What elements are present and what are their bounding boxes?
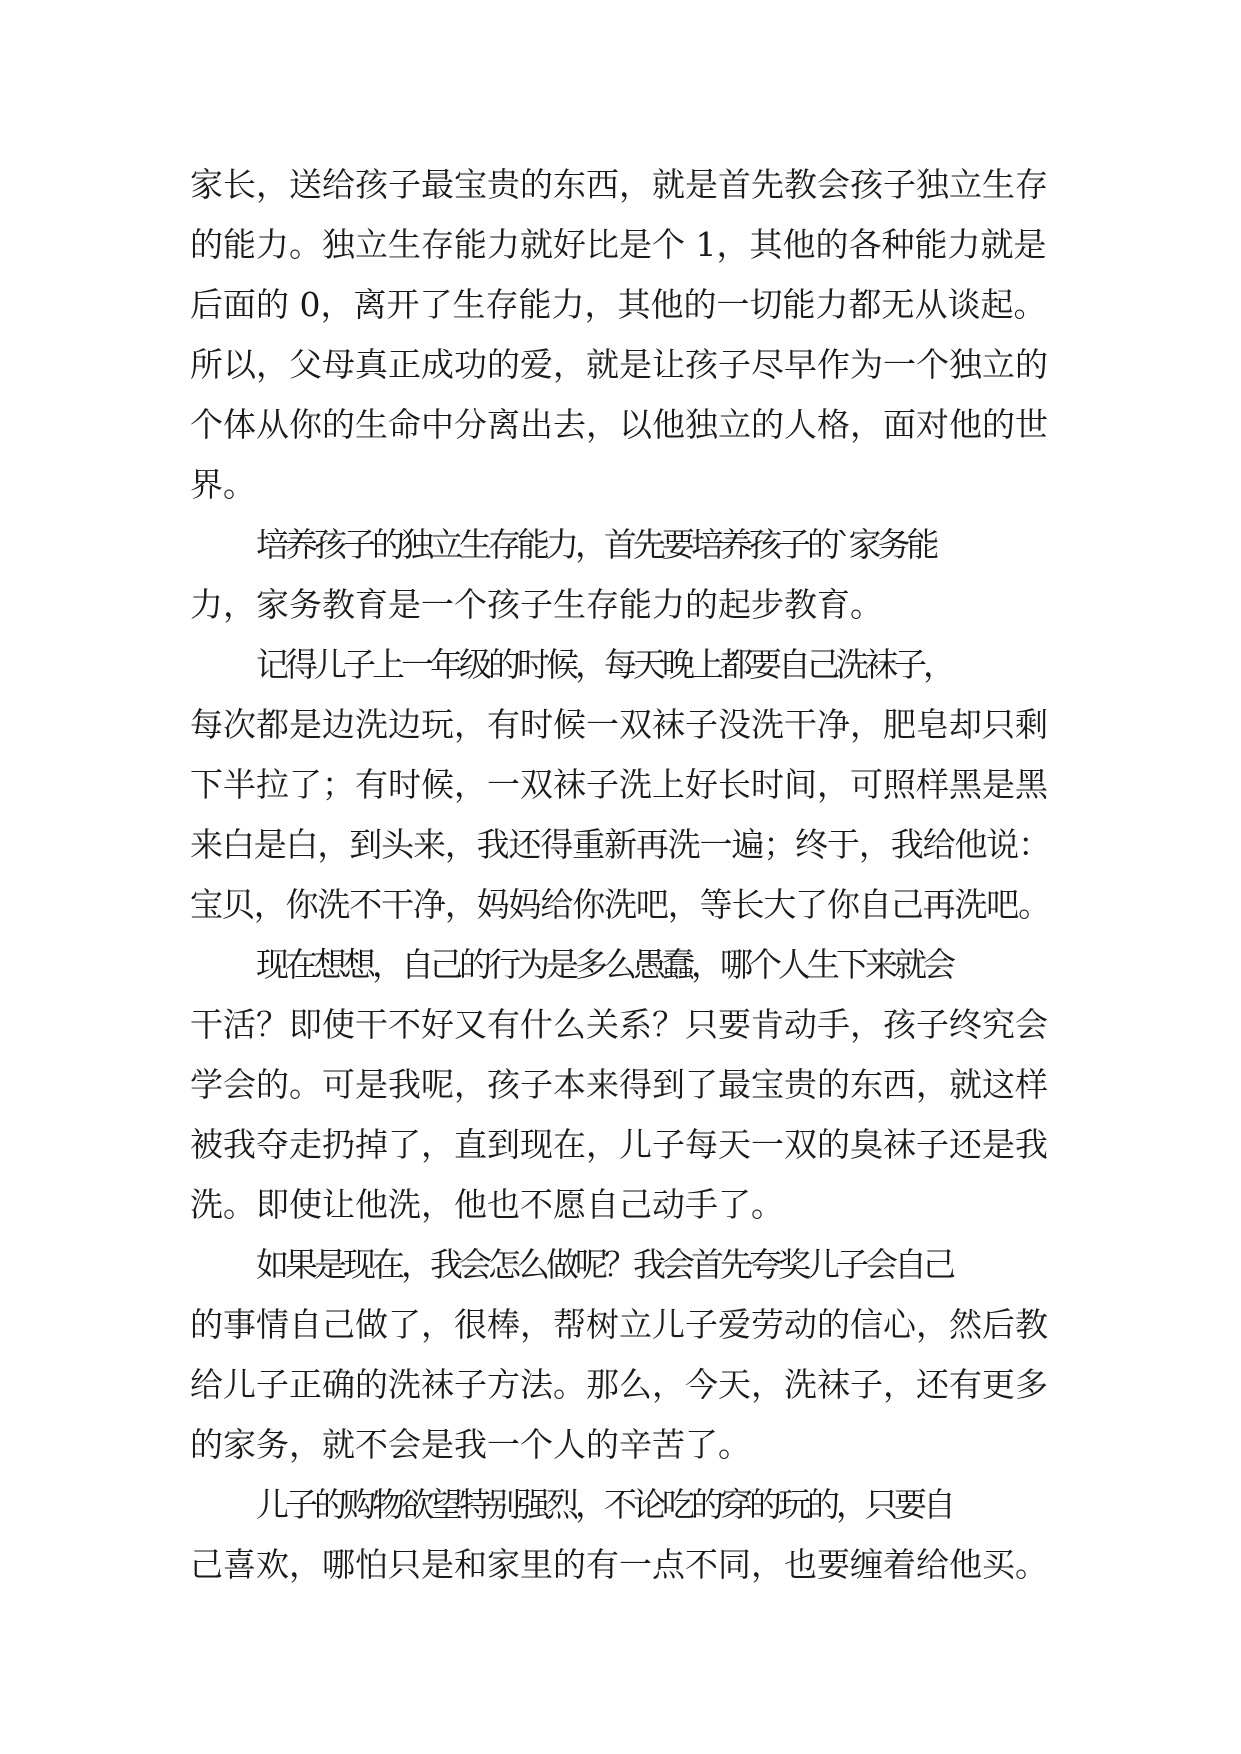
text-line: 的家务，就不会是我一个人的辛苦了。 xyxy=(190,1425,751,1464)
text-line: 的能力。独立生存能力就好比是个 1，其他的各种能力就是 xyxy=(190,225,1047,264)
text-line: 个体从你的生命中分离出去，以他独立的人格，面对他的世 xyxy=(190,405,1048,444)
text-line: 界。 xyxy=(190,465,256,504)
text-line: 下半拉了；有时候，一双袜子洗上好长时间，可照样黑是黑 xyxy=(190,765,1048,804)
paragraph-first-line: 培养孩子的独立生存能力，首先要培养孩子的`家务能 xyxy=(256,525,936,564)
document-body xyxy=(190,155,1050,1595)
text-line: 己喜欢，哪怕只是和家里的有一点不同，也要缠着给他买。 xyxy=(190,1545,1048,1584)
paragraph-first-line: 记得儿子上一年级的时候，每天晚上都要自己洗袜子， xyxy=(256,645,952,684)
text-line: 后面的 0，离开了生存能力，其他的一切能力都无从谈起。 xyxy=(190,285,1047,324)
paragraph-first-line: 儿子的购物欲望特别强烈，不论吃的穿的玩的，只要自 xyxy=(256,1485,952,1524)
text-line: 干活？即使干不好又有什么关系？只要肯动手，孩子终究会 xyxy=(190,1005,1048,1044)
text-line: 来白是白，到头来，我还得重新再洗一遍；终于，我给他说： xyxy=(190,825,1050,864)
text-line: 学会的。可是我呢，孩子本来得到了最宝贵的东西，就这样 xyxy=(190,1065,1048,1104)
text-line: 的事情自己做了，很棒，帮树立儿子爱劳动的信心，然后教 xyxy=(190,1305,1048,1344)
text-line: 给儿子正确的洗袜子方法。那么，今天，洗袜子，还有更多 xyxy=(190,1365,1048,1404)
paragraph-first-line: 如果是现在，我会怎么做呢？我会首先夸奖儿子会自己 xyxy=(256,1245,952,1284)
text-line: 所以，父母真正成功的爱，就是让孩子尽早作为一个独立的 xyxy=(190,345,1048,384)
text-line: 洗。即使让他洗，他也不愿自己动手了。 xyxy=(190,1185,784,1224)
text-line: 家长，送给孩子最宝贵的东西，就是首先教会孩子独立生存 xyxy=(190,165,1048,204)
paragraph-first-line: 现在想想，自己的行为是多么愚蠢，哪个人生下来就会 xyxy=(256,945,952,984)
text-line: 力，家务教育是一个孩子生存能力的起步教育。 xyxy=(190,585,883,624)
text-line: 每次都是边洗边玩，有时候一双袜子没洗干净，肥皂却只剩 xyxy=(190,705,1048,744)
text-line: 被我夺走扔掉了，直到现在，儿子每天一双的臭袜子还是我 xyxy=(190,1125,1048,1164)
text-line: 宝贝，你洗不干净，妈妈给你洗吧，等长大了你自己再洗吧。 xyxy=(190,885,1050,924)
